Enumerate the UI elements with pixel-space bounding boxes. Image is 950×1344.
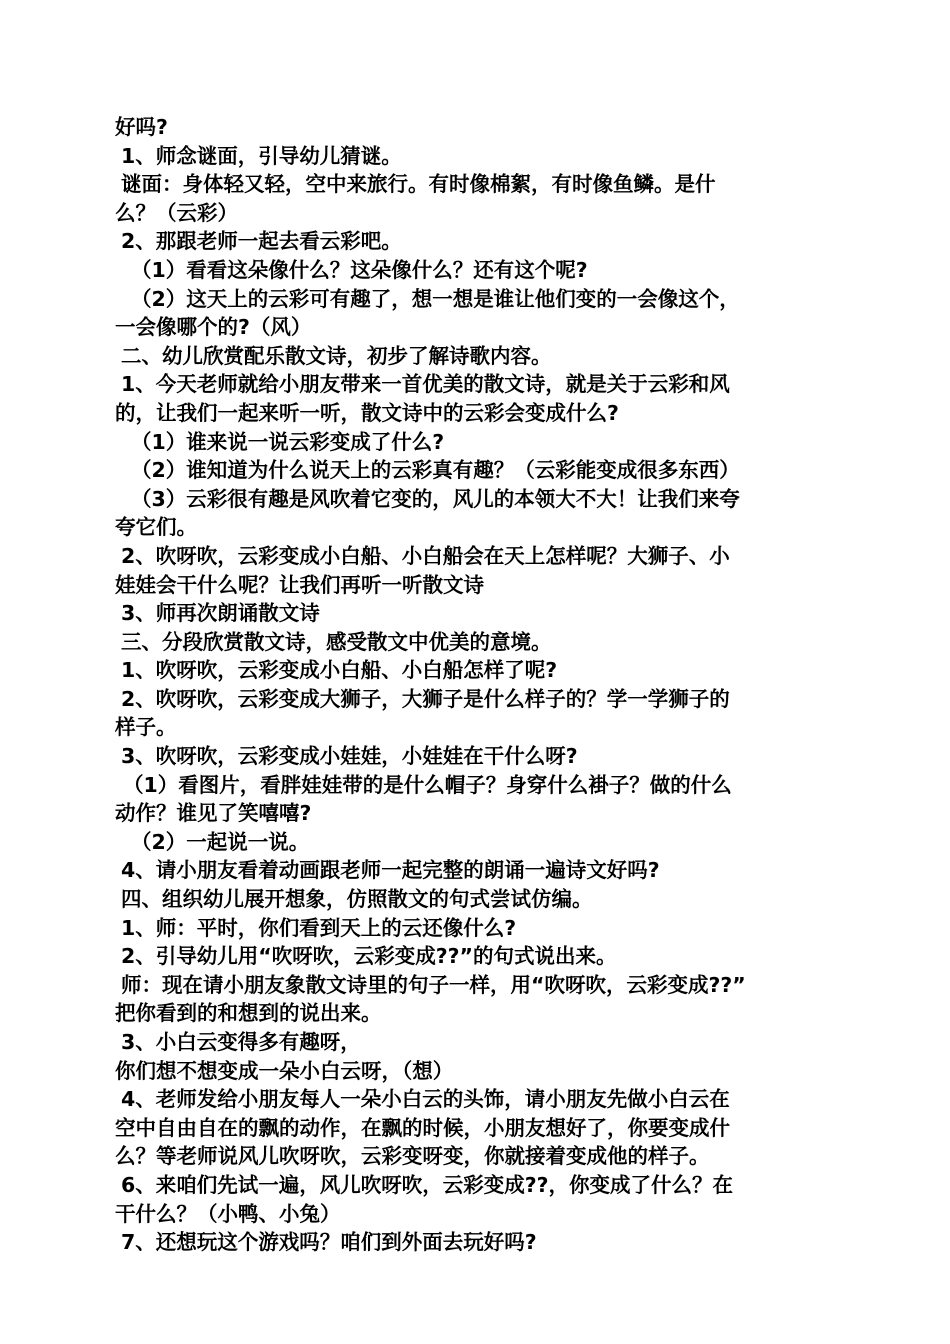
- text-line: 2、那跟老师一起去看云彩吧。: [121, 229, 402, 254]
- text-line: 空中自由自在的飘的动作，在飘的时候，小朋友想好了，你要变成什: [115, 1115, 730, 1140]
- text-line: （1）谁来说一说云彩变成了什么?: [131, 429, 445, 454]
- text-line: 4、老师发给小朋友每人一朵小白云的头饰，请小朋友先做小白云在: [121, 1087, 730, 1112]
- text-line: 么？等老师说风儿吹呀吹，云彩变呀变，你就接着变成他的样子。: [115, 1144, 710, 1169]
- text-line: 1、吹呀吹，云彩变成小白船、小白船怎样了呢?: [121, 658, 558, 683]
- text-line: 动作？谁见了笑嘻嘻?: [115, 801, 312, 826]
- text-line: （1）看图片，看胖娃娃带的是什么帽子？身穿什么褂子？做的什么: [123, 772, 732, 797]
- text-line: 么？（云彩）: [115, 200, 238, 225]
- text-line: 1、师：平时，你们看到天上的云还像什么?: [121, 915, 517, 940]
- text-line: 谜面：身体轻又轻，空中来旅行。有时像棉絮，有时像鱼鳞。是什: [121, 172, 716, 197]
- text-line: 7、还想玩这个游戏吗？咱们到外面去玩好吗?: [121, 1230, 537, 1255]
- section-heading: 四、组织幼儿展开想象，仿照散文的句式尝试仿编。: [121, 887, 593, 912]
- text-line: 2、吹呀吹，云彩变成大狮子，大狮子是什么样子的？学一学狮子的: [121, 686, 730, 711]
- text-line: 2、引导幼儿用“吹呀吹，云彩变成??”的句式说出来。: [121, 944, 617, 969]
- text-line: （2）一起说一说。: [131, 829, 310, 854]
- text-line: 好吗?: [115, 115, 168, 139]
- section-heading: 三、分段欣赏散文诗，感受散文中优美的意境。: [121, 629, 552, 654]
- text-line: （3）云彩很有趣是风吹着它变的，风儿的本领大不大！让我们来夸: [131, 486, 740, 511]
- text-line: 2、吹呀吹，云彩变成小白船、小白船会在天上怎样呢？大狮子、小: [121, 543, 730, 568]
- text-line: 3、吹呀吹，云彩变成小娃娃，小娃娃在干什么呀?: [121, 744, 578, 769]
- text-line: （2）这天上的云彩可有趣了，想一想是谁让他们变的一会像这个，: [131, 286, 740, 311]
- text-line: 把你看到的和想到的说出来。: [115, 1001, 382, 1026]
- text-line: （2）谁知道为什么说天上的云彩真有趣？（云彩能变成很多东西）: [131, 458, 740, 483]
- text-line: 3、小白云变得多有趣呀，: [121, 1030, 361, 1054]
- text-line: 3、师再次朗诵散文诗: [121, 601, 320, 626]
- text-line: （1）看看这朵像什么？这朵像什么？还有这个呢?: [131, 257, 588, 282]
- text-line: 一会像哪个的?（风）: [115, 315, 312, 340]
- text-line: 1、今天老师就给小朋友带来一首优美的散文诗，就是关于云彩和风: [121, 372, 730, 397]
- section-heading: 二、幼儿欣赏配乐散文诗，初步了解诗歌内容。: [121, 343, 552, 368]
- text-line: 的，让我们一起来听一听，散文诗中的云彩会变成什么?: [115, 400, 619, 425]
- text-line: 娃娃会干什么呢？让我们再听一听散文诗: [115, 572, 484, 597]
- text-line: 干什么？（小鸭、小兔）: [115, 1201, 341, 1226]
- text-line: 6、来咱们先试一遍，风儿吹呀吹，云彩变成??，你变成了什么？在: [121, 1172, 734, 1197]
- document-body: [115, 113, 840, 1257]
- text-line: 1、师念谜面，引导幼儿猜谜。: [121, 143, 402, 168]
- text-line: 师：现在请小朋友象散文诗里的句子一样，用“吹呀吹，云彩变成??”: [121, 972, 746, 997]
- text-line: 4、请小朋友看着动画跟老师一起完整的朗诵一遍诗文好吗?: [121, 858, 660, 883]
- text-line: 样子。: [115, 715, 177, 740]
- text-line: 你们想不想变成一朵小白云呀，（想）: [115, 1058, 454, 1083]
- text-line: 夸它们。: [115, 515, 197, 540]
